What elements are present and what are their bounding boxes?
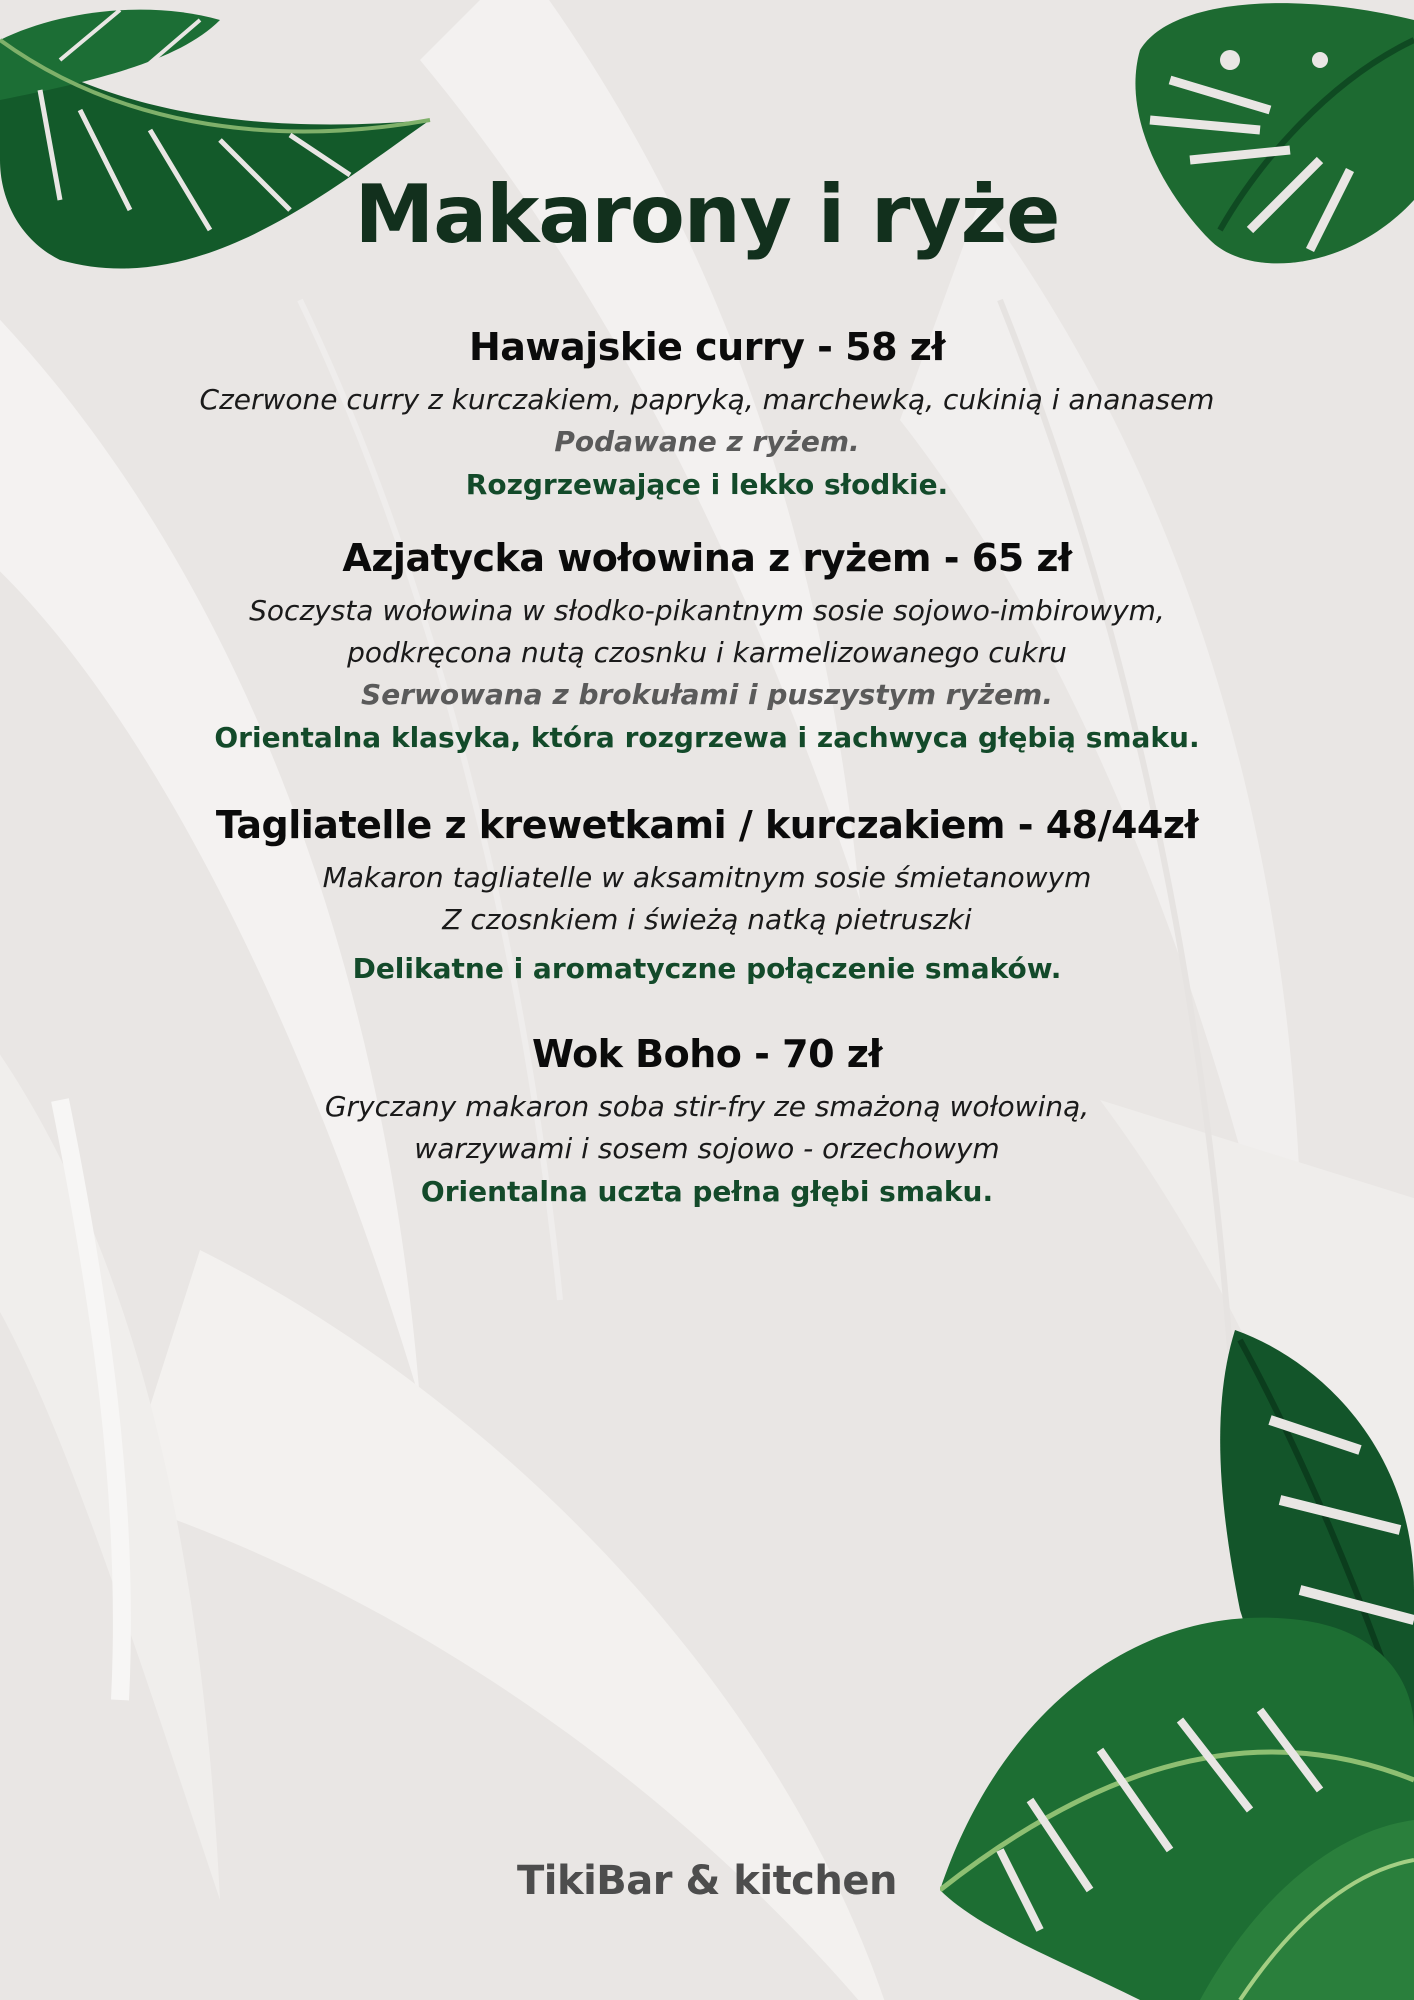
- item-serving: Serwowana z brokułami i puszystym ryżem.: [361, 678, 1053, 711]
- item-name: Azjatycka wołowina z ryżem - 65 zł: [342, 536, 1072, 580]
- item-tagline: Rozgrzewające i lekko słodkie.: [465, 468, 949, 501]
- item-name: Wok Boho - 70 zł: [532, 1032, 882, 1076]
- menu-item: [100, 803, 1314, 991]
- item-tagline: Orientalna uczta pełna głębi smaku.: [420, 1175, 994, 1208]
- item-description: Makaron tagliatelle w aksamitnym sosie śmietanowym: [322, 861, 1092, 894]
- item-serving: Podawane z ryżem.: [554, 425, 860, 458]
- item-description: Z czosnkiem i świeżą natką pietruszki: [442, 903, 972, 936]
- item-tagline: Delikatne i aromatyczne połączenie smaków.: [352, 952, 1062, 985]
- menu-item: [100, 536, 1314, 760]
- menu-item: [100, 1032, 1314, 1214]
- item-description: Czerwone curry z kurczakiem, papryką, marchewką, cukinią i ananasem: [199, 383, 1215, 416]
- item-description: warzywami i sosem sojowo - orzechowym: [414, 1132, 1000, 1165]
- menu-item: [100, 325, 1314, 507]
- page-title: Makarony i ryże: [354, 168, 1060, 261]
- brand-logo: TikiBar & kitchen: [517, 1858, 897, 1904]
- item-tagline: Orientalna klasyka, która rozgrzewa i zachwyca głębią smaku.: [214, 721, 1200, 754]
- item-name: Tagliatelle z krewetkami / kurczakiem - 48/44zł: [215, 803, 1199, 847]
- item-description: Gryczany makaron soba stir-fry ze smażoną wołowiną,: [324, 1090, 1090, 1123]
- item-description: podkręcona nutą czosnku i karmelizowanego cukru: [347, 636, 1067, 669]
- item-name: Hawajskie curry - 58 zł: [468, 325, 946, 369]
- item-description: Soczysta wołowina w słodko-pikantnym sosie sojowo-imbirowym,: [249, 594, 1165, 627]
